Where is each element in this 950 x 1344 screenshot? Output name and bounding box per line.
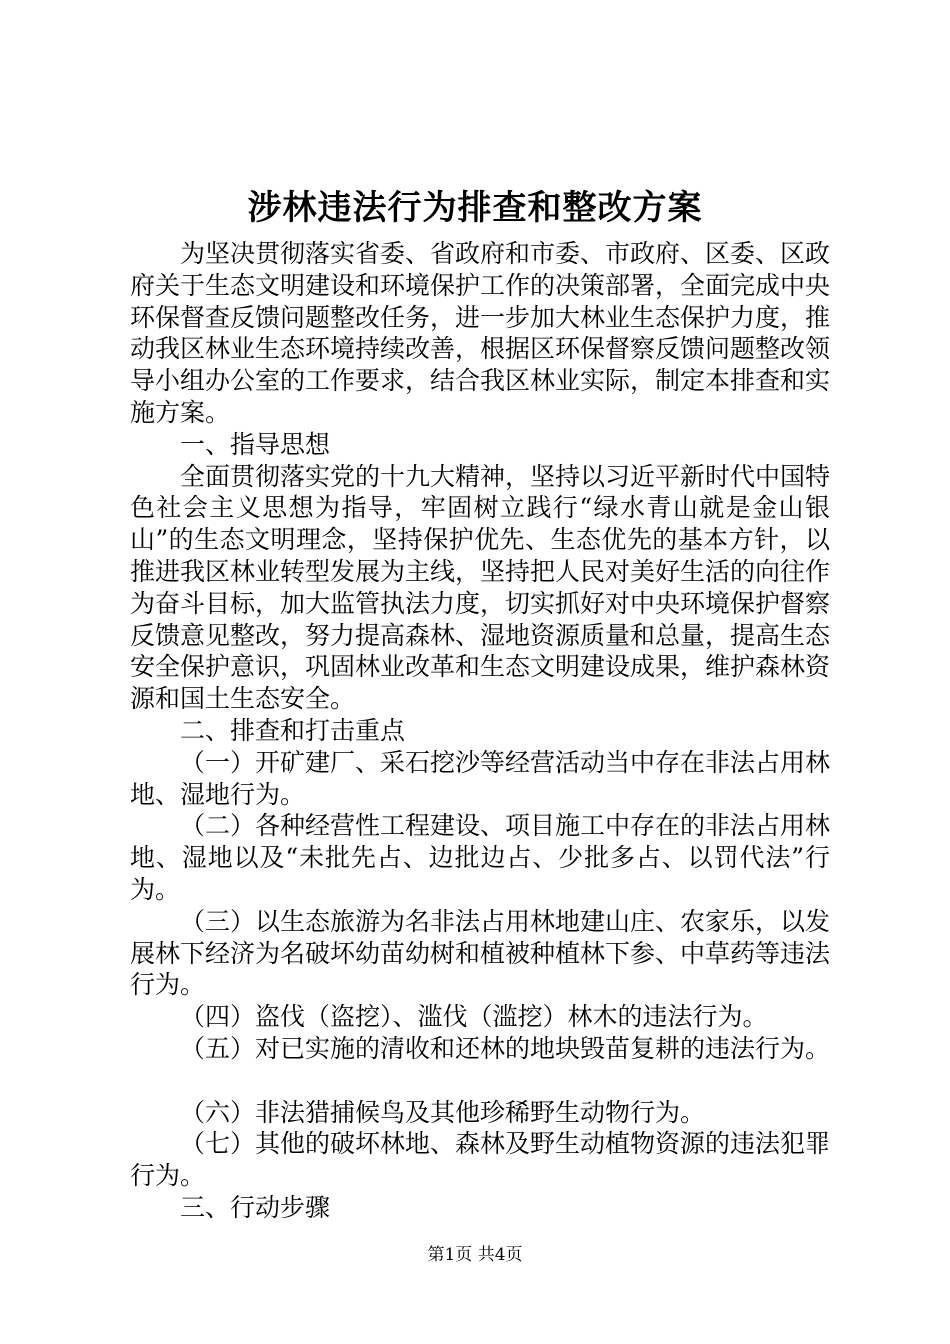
focus-item-7: （七）其他的破坏林地、森林及野生动植物资源的违法犯罪行为。 — [130, 1129, 831, 1191]
section-heading-guiding-ideology: 一、指导思想 — [180, 429, 331, 459]
section-heading-action-steps: 三、行动步骤 — [180, 1192, 331, 1222]
guiding-ideology-paragraph: 全面贯彻落实党的十九大精神，坚持以习近平新时代中国特色社会主义思想为指导，牢固树立践行“绿水青山就是金山银山”的生态文明理念，坚持保护优先、生态优先的基本方针，以推进我区林业转型发展为主线，坚持把人民对美好生活的向往作为奋斗目标，加大监管执法力度，切实抓好对中央环境保护督察反馈意见整改，努力提高森林、湿地资源质量和总量，提高生态安全保护意识，巩固林业改革和生态文明建设成果，维护森林资源和国土生态安全。 — [130, 461, 831, 714]
intro-paragraph: 为坚决贯彻落实省委、省政府和市委、市政府、区委、区政府关于生态文明建设和环境保护工作的决策部署，全面完成中央环保督查反馈问题整改任务，进一步加大林业生态保护力度，推动我区林业生态环境持续改善，根据区环保督察反馈问题整改领导小组办公室的工作要求，结合我区林业实际，制定本排查和实施方案。 — [130, 239, 831, 427]
blank-line — [130, 1065, 830, 1097]
page-footer: 第1页 共4页 — [427, 1245, 523, 1265]
focus-item-2: （二）各种经营性工程建设、项目施工中存在的非法占用林地、湿地以及“未批先占、边批边占、少批多占、以罚代法”行为。 — [130, 811, 831, 904]
section-heading-inspection-focus: 二、排查和打击重点 — [180, 715, 406, 745]
document-body — [130, 238, 830, 1224]
focus-item-4: （四）盗伐（盗挖）、滥伐（滥挖）林木的违法行为。 — [180, 1002, 768, 1032]
focus-item-5: （五）对已实施的清收和还林的地块毁苗复耕的违法行为。 — [180, 1033, 831, 1063]
focus-item-6: （六）非法猎捕候鸟及其他珍稀野生动物行为。 — [180, 1097, 706, 1127]
document-title: 涉林违法行为排查和整改方案 — [247, 188, 703, 228]
focus-item-3: （三）以生态旅游为名非法占用林地建山庄、农家乐，以发展林下经济为名破坏幼苗幼树和植被种植林下参、中草药等违法行为。 — [130, 906, 831, 1000]
focus-item-1: （一）开矿建厂、采石挖沙等经营活动当中存在非法占用林地、湿地行为。 — [130, 747, 831, 809]
